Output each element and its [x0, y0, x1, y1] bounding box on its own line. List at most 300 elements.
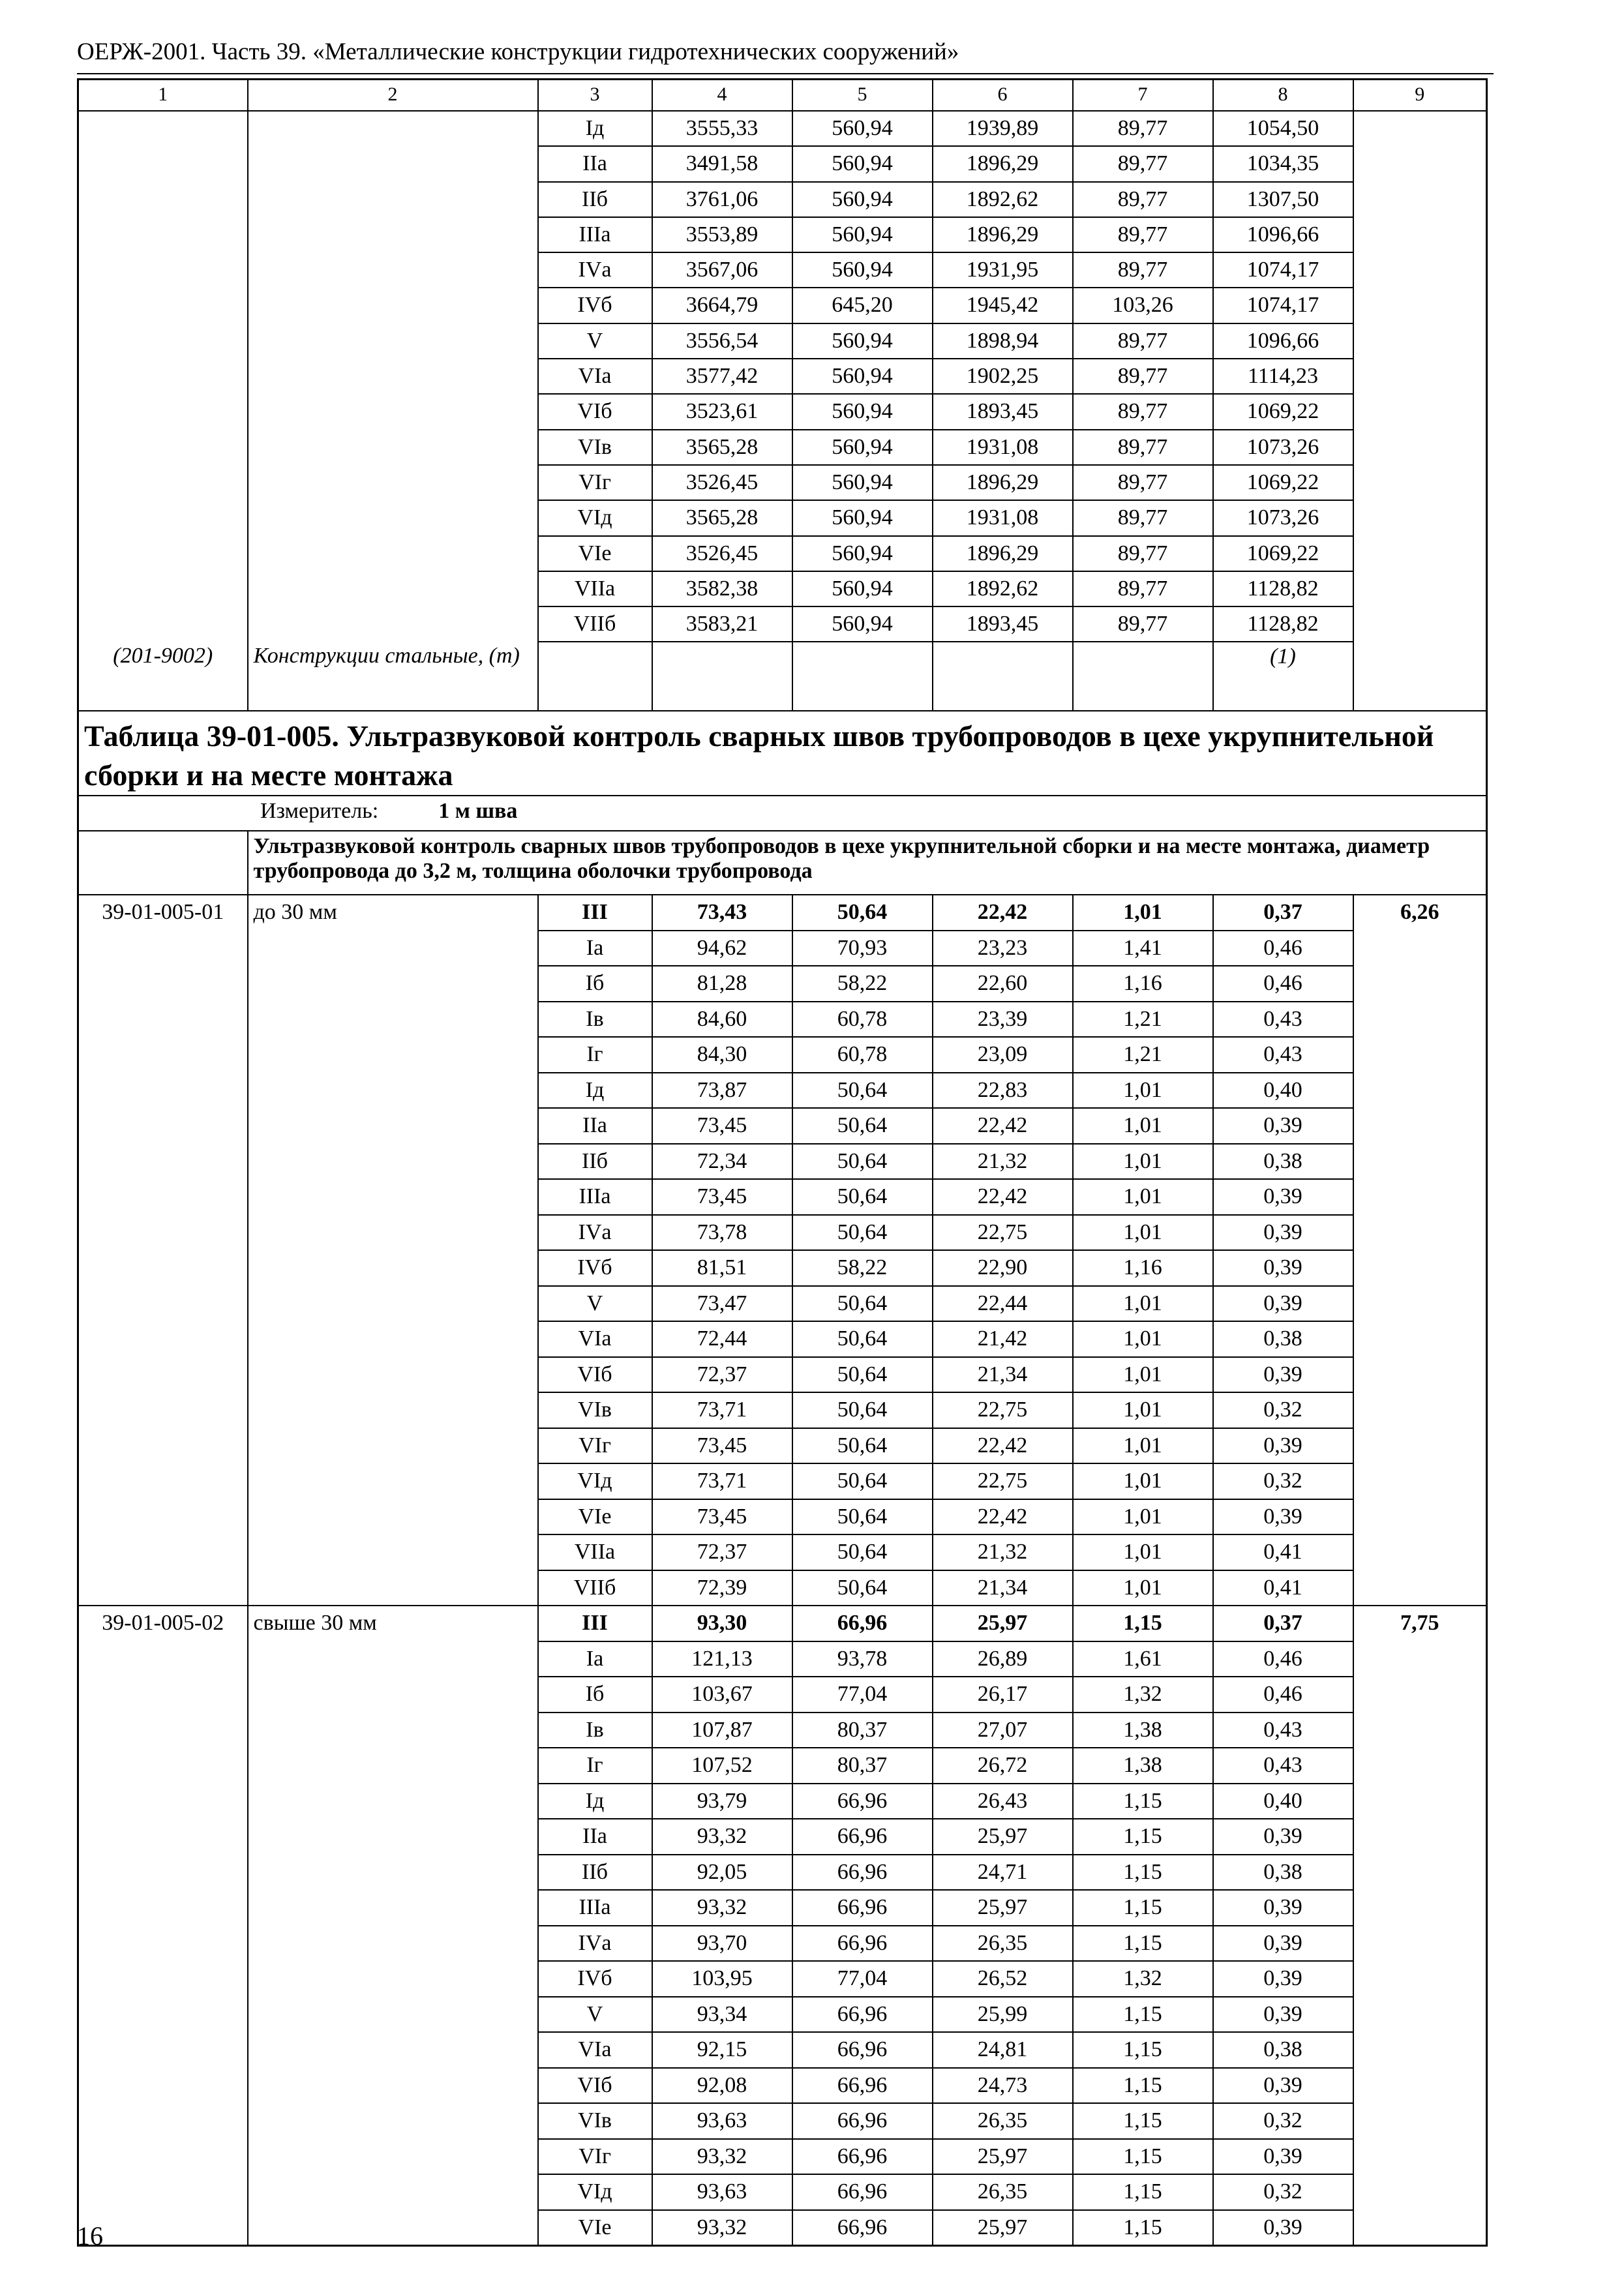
value-cell: 60,78 — [792, 1002, 933, 1038]
zone-cell: Iв — [538, 1713, 652, 1748]
item-total: 7,75 — [1353, 1606, 1487, 2246]
value-cell: 1,15 — [1073, 1606, 1213, 1641]
value-cell: 94,62 — [652, 931, 792, 966]
zone-cell: VIIб — [538, 606, 652, 642]
value-cell: 60,78 — [792, 1037, 933, 1073]
value-cell: 1896,29 — [933, 217, 1073, 252]
value-cell: 22,60 — [933, 966, 1073, 1002]
value-cell: 89,77 — [1073, 323, 1213, 359]
value-cell: 107,52 — [652, 1748, 792, 1784]
value-cell: 1,01 — [1073, 1392, 1213, 1428]
value-cell: 3567,06 — [652, 252, 792, 288]
value-cell: 3553,89 — [652, 217, 792, 252]
value-cell: 81,51 — [652, 1250, 792, 1286]
value-cell: 89,77 — [1073, 252, 1213, 288]
table-row — [78, 430, 1487, 465]
zone-cell: Iг — [538, 1748, 652, 1784]
value-cell: 21,34 — [933, 1357, 1073, 1393]
name-cell — [248, 536, 538, 571]
value-cell: 1893,45 — [933, 606, 1073, 642]
value-cell: 89,77 — [1073, 217, 1213, 252]
name-cell — [248, 217, 538, 252]
value-cell: 560,94 — [792, 606, 933, 642]
value-cell: 21,34 — [933, 1570, 1073, 1606]
zone-cell — [538, 642, 652, 711]
value-cell: 3582,38 — [652, 571, 792, 606]
value-cell: 1,01 — [1073, 1463, 1213, 1499]
description: Ультразвуковой контроль сварных швов трубопроводов в цехе укрупнительной сборки и на месте монтажа, диаметр трубопровода до 3,2 м, толщина оболочки трубопровода — [248, 831, 1487, 895]
value-cell: 66,96 — [792, 2032, 933, 2068]
value-cell: 0,39 — [1213, 1499, 1353, 1535]
value-cell: 26,72 — [933, 1748, 1073, 1784]
header-divider — [77, 73, 1494, 74]
value-cell: 26,52 — [933, 1961, 1073, 1997]
value-cell: 1,15 — [1073, 1890, 1213, 1926]
table-row — [78, 359, 1487, 394]
zone-cell: IVа — [538, 1926, 652, 1962]
zone-cell: IIб — [538, 1855, 652, 1891]
zone-cell: VIг — [538, 2139, 652, 2175]
value-cell: 560,94 — [792, 536, 933, 571]
value-cell: 92,05 — [652, 1855, 792, 1891]
name-cell — [248, 323, 538, 359]
name-cell — [248, 111, 538, 146]
value-cell: 22,42 — [933, 895, 1073, 931]
value-cell: 89,77 — [1073, 465, 1213, 500]
value-cell: 26,35 — [933, 1926, 1073, 1962]
value-cell: 1,01 — [1073, 1144, 1213, 1180]
table-row — [78, 288, 1487, 323]
value-cell: 22,75 — [933, 1215, 1073, 1251]
column-number: 9 — [1353, 80, 1487, 112]
zone-cell: V — [538, 323, 652, 359]
value-cell: 0,39 — [1213, 1179, 1353, 1215]
value-cell: 50,64 — [792, 895, 933, 931]
value-cell: 1,01 — [1073, 1286, 1213, 1322]
value-cell: 1,15 — [1073, 1819, 1213, 1855]
value-cell: 1,61 — [1073, 1641, 1213, 1677]
value-cell: 0,38 — [1213, 2032, 1353, 2068]
code-cell — [78, 359, 248, 394]
value-cell: 89,77 — [1073, 111, 1213, 146]
value-cell: 1,01 — [1073, 1534, 1213, 1570]
value-cell: 25,97 — [933, 1819, 1073, 1855]
value-cell: 1069,22 — [1213, 536, 1353, 571]
value-cell: 3526,45 — [652, 536, 792, 571]
description-spacer — [78, 831, 248, 895]
code-cell — [78, 323, 248, 359]
zone-cell: VIа — [538, 359, 652, 394]
code-cell — [78, 288, 248, 323]
value-cell — [1353, 642, 1487, 711]
item-code: 39-01-005-01 — [78, 895, 248, 1606]
zone-cell: IIа — [538, 1819, 652, 1855]
value-cell: 3565,28 — [652, 500, 792, 535]
value-cell: 1,01 — [1073, 1499, 1213, 1535]
value-cell: 1054,50 — [1213, 111, 1353, 146]
zone-cell: Iв — [538, 1002, 652, 1038]
value-cell: 73,71 — [652, 1463, 792, 1499]
column-number-row — [78, 80, 1487, 112]
value-cell: 1,21 — [1073, 1037, 1213, 1073]
column-number: 3 — [538, 80, 652, 112]
value-cell: 1896,29 — [933, 465, 1073, 500]
zone-cell: IIа — [538, 1108, 652, 1144]
value-cell: 103,26 — [1073, 288, 1213, 323]
value-cell: 0,39 — [1213, 1819, 1353, 1855]
value-cell: 1,01 — [1073, 1073, 1213, 1109]
zone-cell: IVб — [538, 1250, 652, 1286]
column-number: 5 — [792, 80, 933, 112]
value-cell: 73,45 — [652, 1108, 792, 1144]
value-cell: 66,96 — [792, 2139, 933, 2175]
value-cell — [1353, 252, 1487, 288]
zone-cell: IIIа — [538, 1890, 652, 1926]
value-cell: 1892,62 — [933, 182, 1073, 217]
code-cell — [78, 182, 248, 217]
value-cell: 77,04 — [792, 1961, 933, 1997]
value-cell: 72,37 — [652, 1534, 792, 1570]
value-cell: 560,94 — [792, 182, 933, 217]
section-title: Таблица 39-01-005. Ультразвуковой контроль сварных швов трубопроводов в цехе укрупнительной сборки и на месте монтажа — [78, 711, 1487, 796]
value-cell: 0,39 — [1213, 1357, 1353, 1393]
value-cell: 23,23 — [933, 931, 1073, 966]
value-cell: 1,01 — [1073, 1179, 1213, 1215]
value-cell: 26,89 — [933, 1641, 1073, 1677]
value-cell — [1353, 394, 1487, 429]
material-name: Конструкции стальные, (т) — [248, 642, 538, 711]
zone-cell: VIд — [538, 1463, 652, 1499]
value-cell: 3523,61 — [652, 394, 792, 429]
zone-cell: VIд — [538, 2174, 652, 2210]
zone-cell: VIд — [538, 500, 652, 535]
value-cell: 22,42 — [933, 1108, 1073, 1144]
value-cell: 0,39 — [1213, 2068, 1353, 2104]
value-cell: 89,77 — [1073, 182, 1213, 217]
value-cell: 0,39 — [1213, 1997, 1353, 2033]
value-cell: 66,96 — [792, 1855, 933, 1891]
value-cell: 0,46 — [1213, 966, 1353, 1002]
value-cell: 0,32 — [1213, 1463, 1353, 1499]
name-cell — [248, 288, 538, 323]
zone-cell: IIIа — [538, 217, 652, 252]
table-row — [78, 500, 1487, 535]
zone-cell: VIг — [538, 465, 652, 500]
rates-table — [77, 78, 1488, 2247]
value-cell: 89,77 — [1073, 606, 1213, 642]
value-cell: 1,15 — [1073, 2174, 1213, 2210]
value-cell: 1,38 — [1073, 1748, 1213, 1784]
value-cell: 560,94 — [792, 430, 933, 465]
value-cell: 66,96 — [792, 2103, 933, 2139]
unit-value: 1 м шва — [438, 799, 518, 824]
table-row — [78, 323, 1487, 359]
name-cell — [248, 182, 538, 217]
value-cell: 93,78 — [792, 1641, 933, 1677]
value-cell: 22,90 — [933, 1250, 1073, 1286]
zone-cell: VIIб — [538, 1570, 652, 1606]
value-cell: 1,15 — [1073, 1926, 1213, 1962]
value-cell: 0,40 — [1213, 1784, 1353, 1819]
name-cell — [248, 571, 538, 606]
value-cell: 1,15 — [1073, 2210, 1213, 2246]
value-cell: 0,39 — [1213, 1926, 1353, 1962]
value-cell: 84,60 — [652, 1002, 792, 1038]
zone-cell: Iд — [538, 111, 652, 146]
value-cell: 1,15 — [1073, 2103, 1213, 2139]
value-cell: 1,01 — [1073, 1215, 1213, 1251]
value-cell: 1073,26 — [1213, 430, 1353, 465]
value-cell: 1096,66 — [1213, 323, 1353, 359]
value-cell: 0,39 — [1213, 2139, 1353, 2175]
column-number: 2 — [248, 80, 538, 112]
zone-cell: Iа — [538, 1641, 652, 1677]
value-cell: 1939,89 — [933, 111, 1073, 146]
value-cell: 3526,45 — [652, 465, 792, 500]
zone-cell: IVа — [538, 1215, 652, 1251]
value-cell: 1307,50 — [1213, 182, 1353, 217]
value-cell: 73,45 — [652, 1499, 792, 1535]
value-cell — [1353, 323, 1487, 359]
value-cell: 0,39 — [1213, 1250, 1353, 1286]
value-cell: 0,41 — [1213, 1534, 1353, 1570]
value-cell: 560,94 — [792, 394, 933, 429]
value-cell: 1902,25 — [933, 359, 1073, 394]
value-cell: 1,15 — [1073, 2032, 1213, 2068]
value-cell: 0,32 — [1213, 1392, 1353, 1428]
value-cell: 0,37 — [1213, 1606, 1353, 1641]
code-cell — [78, 217, 248, 252]
name-cell — [248, 430, 538, 465]
value-cell: 0,38 — [1213, 1144, 1353, 1180]
value-cell — [1353, 111, 1487, 146]
name-cell — [248, 359, 538, 394]
zone-cell: IIа — [538, 146, 652, 181]
value-cell: 3761,06 — [652, 182, 792, 217]
code-cell — [78, 430, 248, 465]
value-cell: 80,37 — [792, 1713, 933, 1748]
value-cell: 70,93 — [792, 931, 933, 966]
zone-cell: VIа — [538, 2032, 652, 2068]
value-cell: 58,22 — [792, 966, 933, 1002]
table-body — [78, 80, 1487, 2246]
value-cell: 560,94 — [792, 252, 933, 288]
value-cell: 73,71 — [652, 1392, 792, 1428]
value-cell: 560,94 — [792, 359, 933, 394]
item-name: до 30 мм — [248, 895, 538, 1606]
value-cell: 0,43 — [1213, 1748, 1353, 1784]
value-cell: 1,38 — [1073, 1713, 1213, 1748]
value-cell: 1892,62 — [933, 571, 1073, 606]
value-cell — [652, 642, 792, 711]
value-cell — [1353, 217, 1487, 252]
value-cell: 89,77 — [1073, 430, 1213, 465]
value-cell — [1353, 182, 1487, 217]
value-cell: 24,81 — [933, 2032, 1073, 2068]
material-code: (201-9002) — [78, 642, 248, 711]
value-cell: 23,09 — [933, 1037, 1073, 1073]
value-cell: 0,39 — [1213, 1286, 1353, 1322]
value-cell — [792, 642, 933, 711]
zone-cell: IIб — [538, 182, 652, 217]
value-cell: 0,46 — [1213, 1641, 1353, 1677]
value-cell: 50,64 — [792, 1108, 933, 1144]
value-cell: 103,95 — [652, 1961, 792, 1997]
page-number: 16 — [77, 2221, 103, 2251]
value-cell: 1,15 — [1073, 2068, 1213, 2104]
value-cell: 121,13 — [652, 1641, 792, 1677]
value-cell: 24,73 — [933, 2068, 1073, 2104]
zone-cell: Iа — [538, 931, 652, 966]
value-cell — [1353, 500, 1487, 535]
value-cell: 22,75 — [933, 1392, 1073, 1428]
value-cell: 26,35 — [933, 2174, 1073, 2210]
value-cell: 93,32 — [652, 1819, 792, 1855]
value-cell: 1893,45 — [933, 394, 1073, 429]
value-cell: 560,94 — [792, 465, 933, 500]
value-cell: 1931,08 — [933, 430, 1073, 465]
value-cell: 26,17 — [933, 1677, 1073, 1713]
value-cell — [1353, 465, 1487, 500]
value-cell: 25,97 — [933, 2210, 1073, 2246]
value-cell: 0,39 — [1213, 2210, 1353, 2246]
value-cell: 1073,26 — [1213, 500, 1353, 535]
value-cell: 50,64 — [792, 1144, 933, 1180]
value-cell: 1896,29 — [933, 536, 1073, 571]
value-cell: 560,94 — [792, 111, 933, 146]
zone-cell: Iг — [538, 1037, 652, 1073]
value-cell: 22,83 — [933, 1073, 1073, 1109]
zone-cell: VIб — [538, 1357, 652, 1393]
value-cell: 93,79 — [652, 1784, 792, 1819]
value-cell: 0,43 — [1213, 1037, 1353, 1073]
value-cell: 25,97 — [933, 1606, 1073, 1641]
value-cell: 0,43 — [1213, 1713, 1353, 1748]
name-cell — [248, 146, 538, 181]
unit-cell — [78, 796, 1487, 831]
value-cell: 89,77 — [1073, 359, 1213, 394]
value-cell: 66,96 — [792, 1926, 933, 1962]
value-cell: 0,32 — [1213, 2103, 1353, 2139]
value-cell: 72,37 — [652, 1357, 792, 1393]
value-cell: 50,64 — [792, 1073, 933, 1109]
table-row — [78, 895, 1487, 931]
description-row — [78, 831, 1487, 895]
value-cell: 93,32 — [652, 1890, 792, 1926]
value-cell: 21,32 — [933, 1534, 1073, 1570]
table-row — [78, 465, 1487, 500]
value-cell: 1096,66 — [1213, 217, 1353, 252]
value-cell: 1074,17 — [1213, 288, 1353, 323]
name-cell — [248, 606, 538, 642]
value-cell: 0,32 — [1213, 2174, 1353, 2210]
value-cell: 1896,29 — [933, 146, 1073, 181]
value-cell: 1,21 — [1073, 1002, 1213, 1038]
value-cell: 50,64 — [792, 1215, 933, 1251]
value-cell: 0,39 — [1213, 1215, 1353, 1251]
value-cell: 1,01 — [1073, 1108, 1213, 1144]
value-cell: 3577,42 — [652, 359, 792, 394]
code-cell — [78, 571, 248, 606]
value-cell: 93,32 — [652, 2210, 792, 2246]
value-cell: 1,15 — [1073, 1997, 1213, 2033]
value-cell: 1,01 — [1073, 1570, 1213, 1606]
value-cell: 93,30 — [652, 1606, 792, 1641]
zone-cell: VIе — [538, 2210, 652, 2246]
table-row — [78, 182, 1487, 217]
value-cell: 89,77 — [1073, 536, 1213, 571]
value-cell: 89,77 — [1073, 500, 1213, 535]
item-total: 6,26 — [1353, 895, 1487, 1606]
value-cell: 93,32 — [652, 2139, 792, 2175]
value-cell: 0,39 — [1213, 1890, 1353, 1926]
value-cell: 1128,82 — [1213, 571, 1353, 606]
name-cell — [248, 394, 538, 429]
value-cell: 3583,21 — [652, 606, 792, 642]
code-cell — [78, 111, 248, 146]
value-cell: 50,64 — [792, 1428, 933, 1464]
value-cell: 73,45 — [652, 1428, 792, 1464]
value-cell: 92,15 — [652, 2032, 792, 2068]
item-code: 39-01-005-02 — [78, 1606, 248, 2246]
zone-cell: VIе — [538, 536, 652, 571]
zone-cell: VIв — [538, 1392, 652, 1428]
column-number: 6 — [933, 80, 1073, 112]
value-cell: 1931,08 — [933, 500, 1073, 535]
value-cell: 107,87 — [652, 1713, 792, 1748]
table-row — [78, 252, 1487, 288]
value-cell: 3556,54 — [652, 323, 792, 359]
column-number: 8 — [1213, 80, 1353, 112]
value-cell: 1074,17 — [1213, 252, 1353, 288]
value-cell: 72,39 — [652, 1570, 792, 1606]
value-cell: 66,96 — [792, 2174, 933, 2210]
value-cell: 92,08 — [652, 2068, 792, 2104]
value-cell — [1353, 359, 1487, 394]
value-cell: 72,34 — [652, 1144, 792, 1180]
value-cell: 73,78 — [652, 1215, 792, 1251]
value-cell: 560,94 — [792, 323, 933, 359]
zone-cell: Iд — [538, 1784, 652, 1819]
value-cell: 26,43 — [933, 1784, 1073, 1819]
value-cell — [1353, 536, 1487, 571]
value-cell: 1,41 — [1073, 931, 1213, 966]
item-name: свыше 30 мм — [248, 1606, 538, 2246]
value-cell — [933, 642, 1073, 711]
zone-cell: IVа — [538, 252, 652, 288]
value-cell: 50,64 — [792, 1463, 933, 1499]
zone-cell: III — [538, 895, 652, 931]
value-cell: 1,15 — [1073, 1784, 1213, 1819]
value-cell: 1,15 — [1073, 2139, 1213, 2175]
value-cell: 73,45 — [652, 1179, 792, 1215]
value-cell: 1114,23 — [1213, 359, 1353, 394]
section-title-row — [78, 711, 1487, 796]
value-cell: 50,64 — [792, 1570, 933, 1606]
value-cell: 66,96 — [792, 2068, 933, 2104]
table-row — [78, 111, 1487, 146]
value-cell: 560,94 — [792, 146, 933, 181]
name-cell — [248, 465, 538, 500]
table-row — [78, 1606, 1487, 1641]
value-cell: 0,38 — [1213, 1855, 1353, 1891]
value-cell: 0,40 — [1213, 1073, 1353, 1109]
value-cell: 50,64 — [792, 1286, 933, 1322]
page-header: ОЕРЖ-2001. Часть 39. «Металлические конструкции гидротехнических сооружений» — [77, 38, 959, 65]
value-cell — [1353, 606, 1487, 642]
value-cell: 1,15 — [1073, 1855, 1213, 1891]
name-cell — [248, 252, 538, 288]
